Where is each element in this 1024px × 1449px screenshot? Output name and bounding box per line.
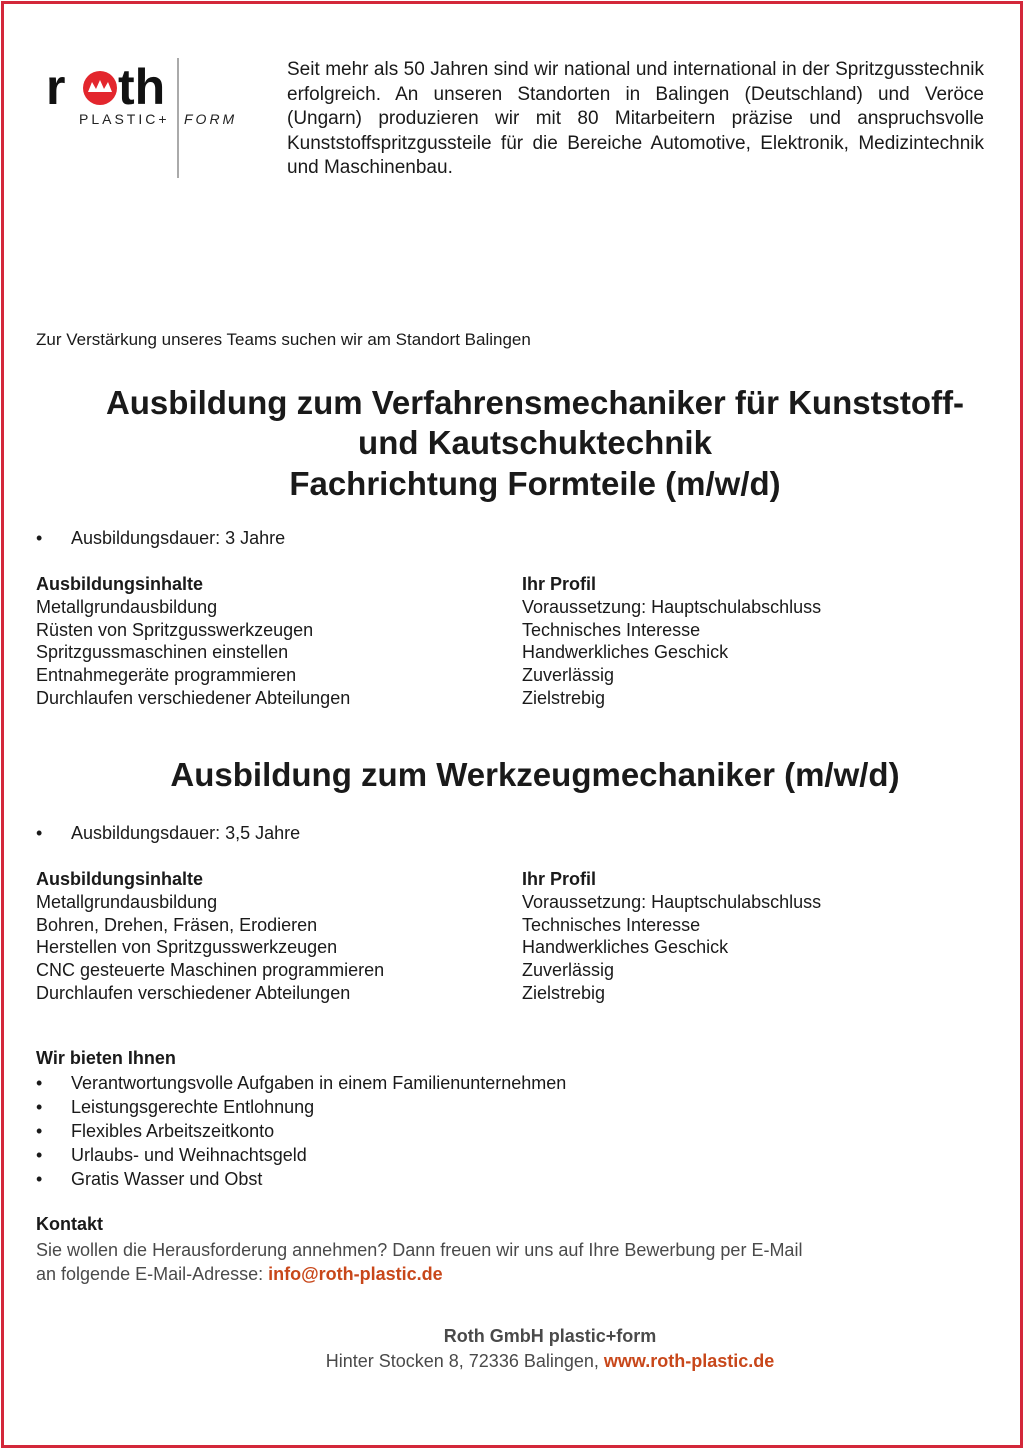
job2-contents xyxy=(36,868,384,1005)
bullet-icon: • xyxy=(36,1145,43,1165)
list-item: Voraussetzung: Hauptschulabschluss xyxy=(522,891,822,912)
list-item: Bohren, Drehen, Fräsen, Erodieren xyxy=(36,914,318,935)
logo-text-r: r xyxy=(46,59,66,115)
list-item: Rüsten von Spritzgusswerkzeugen xyxy=(36,619,314,640)
footer-company: Roth GmbH plastic+form xyxy=(443,1326,657,1346)
website-link[interactable]: www.roth-plastic.de xyxy=(603,1351,775,1371)
list-item: • Verantwortungsvolle Aufgaben in einem Familienunternehmen xyxy=(36,1073,567,1093)
company-intro: Seit mehr als 50 Jahren sind wir national und international in der Spritzgusstechnik erfolgreich. An unseren Standorten in Balingen (Deutschland) und Veröce (Ungarn) produzieren wir mit 80 Mitarbeitern präzise und anspruchsvolle Kunststoffspritzgussteile für die Bereiche Automotive, Elektronik, Medizintechnik und Maschinenbau. xyxy=(287,59,984,178)
bullet-icon: • xyxy=(36,528,43,548)
logo-tagline-form: FORM xyxy=(184,111,238,127)
email-link[interactable]: info@roth-plastic.de xyxy=(268,1264,443,1284)
job1-profile-title: Ihr Profil xyxy=(522,574,597,594)
bullet-icon: • xyxy=(36,823,43,843)
contact-title: Kontakt xyxy=(36,1214,103,1234)
list-item: Zuverlässig xyxy=(522,665,615,686)
job1-contents-title: Ausbildungsinhalte xyxy=(36,574,204,594)
logo-tagline-plastic: PLASTIC+ xyxy=(79,111,170,127)
list-item: Handwerkliches Geschick xyxy=(522,642,729,663)
list-item: Voraussetzung: Hauptschulabschluss xyxy=(522,596,822,617)
list-item: Zielstrebig xyxy=(522,982,606,1003)
job1-title-line1: Ausbildung zum Verfahrensmechaniker für Kunststoff- xyxy=(105,384,965,421)
bullet-icon: • xyxy=(36,1097,43,1117)
list-item: Technisches Interesse xyxy=(522,914,701,935)
page-frame xyxy=(1,1,1023,1448)
lead-text: Zur Verstärkung unseres Teams suchen wir am Standort Balingen xyxy=(36,330,531,349)
footer xyxy=(0,1326,1024,1372)
contact-line2: an folgende E-Mail-Adresse: info@roth-plastic.de xyxy=(36,1264,443,1284)
bullet-icon: • xyxy=(36,1073,43,1093)
list-item: Technisches Interesse xyxy=(522,619,701,640)
job1-contents xyxy=(36,573,350,710)
job1-title-line3: Fachrichtung Formteile (m/w/d) xyxy=(289,465,781,502)
job2-profile-title: Ihr Profil xyxy=(522,869,597,889)
job2-contents-title: Ausbildungsinhalte xyxy=(36,869,204,889)
list-item: • Flexibles Arbeitszeitkonto xyxy=(36,1121,275,1141)
job2-duration: • Ausbildungsdauer: 3,5 Jahre xyxy=(36,823,301,843)
roth-logo xyxy=(44,58,254,182)
list-item: Handwerkliches Geschick xyxy=(522,937,729,958)
contact-text xyxy=(36,1238,976,1286)
logo-text-th: th xyxy=(118,59,166,115)
contact-line1: Sie wollen die Herausforderung annehmen? Dann freuen wir uns auf Ihre Bewerbung per E-Mail xyxy=(36,1240,803,1260)
footer-address: Hinter Stocken 8, 72336 Balingen, www.roth-plastic.de xyxy=(325,1351,775,1371)
list-item: • Leistungsgerechte Entlohnung xyxy=(36,1097,315,1117)
job1-title-line2: und Kautschuktechnik xyxy=(358,424,712,461)
list-item: Spritzgussmaschinen einstellen xyxy=(36,642,289,663)
list-item: Metallgrundausbildung xyxy=(36,891,218,912)
offer-title: Wir bieten Ihnen xyxy=(36,1048,176,1068)
list-item: • Gratis Wasser und Obst xyxy=(36,1169,263,1189)
offer-list xyxy=(36,1071,736,1191)
list-item: Metallgrundausbildung xyxy=(36,596,218,617)
list-item: CNC gesteuerte Maschinen programmieren xyxy=(36,960,385,981)
list-item: Durchlaufen verschiedener Abteilungen xyxy=(36,687,351,708)
list-item: Zielstrebig xyxy=(522,687,606,708)
list-item: • Urlaubs- und Weihnachtsgeld xyxy=(36,1145,307,1165)
list-item: Zuverlässig xyxy=(522,960,615,981)
job2-title: Ausbildung zum Werkzeugmechaniker (m/w/d) xyxy=(170,756,900,793)
job1-profile xyxy=(522,573,821,710)
bullet-icon: • xyxy=(36,1121,43,1141)
list-item: Herstellen von Spritzgusswerkzeugen xyxy=(36,937,338,958)
list-item: Durchlaufen verschiedener Abteilungen xyxy=(36,982,351,1003)
list-item: Entnahmegeräte programmieren xyxy=(36,665,297,686)
job1-duration: • Ausbildungsdauer: 3 Jahre xyxy=(36,528,286,548)
job2-profile xyxy=(522,868,821,1005)
bullet-icon: • xyxy=(36,1169,43,1189)
